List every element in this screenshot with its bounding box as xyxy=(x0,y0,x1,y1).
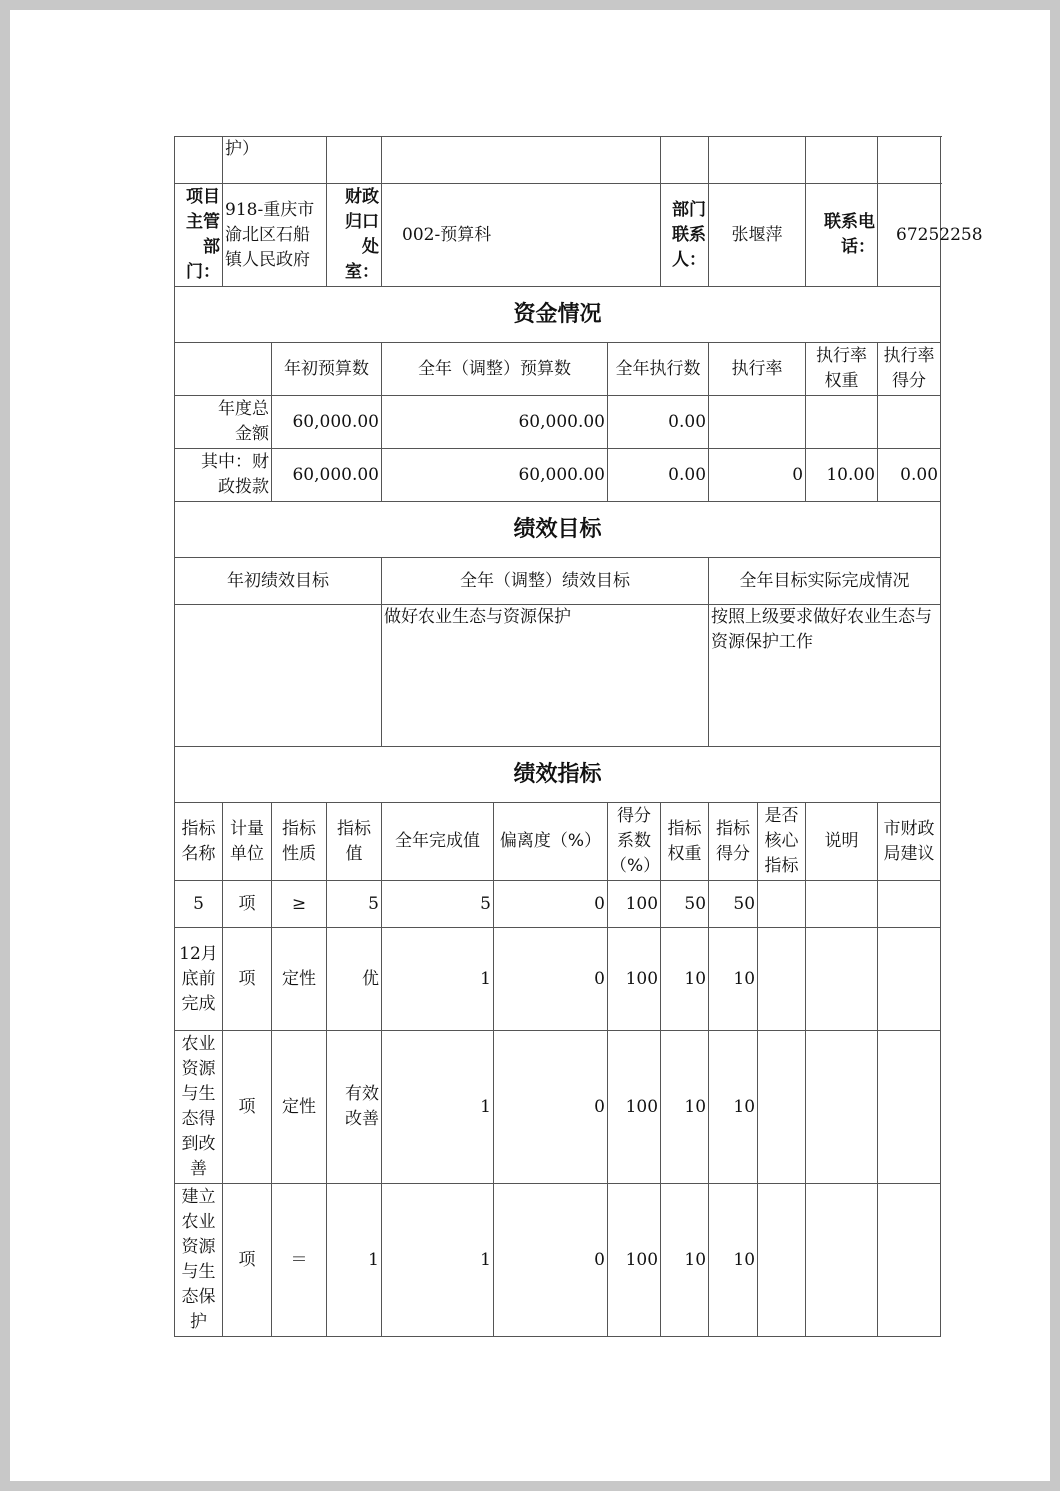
ind-header-note: 说明 xyxy=(806,803,878,881)
ind-nature: ≥ xyxy=(272,881,327,928)
ind-header-advice: 市财政局建议 xyxy=(878,803,941,881)
ind-nature: 定性 xyxy=(272,1031,327,1184)
continued-row xyxy=(175,137,941,184)
ind-value: 优 xyxy=(327,928,382,1031)
ind-note xyxy=(806,928,878,1031)
funds-section-title: 资金情况 xyxy=(175,287,941,343)
ind-core xyxy=(758,881,806,928)
contact-value: 张堰萍 xyxy=(709,184,806,287)
ind-header-nature: 指标性质 xyxy=(272,803,327,881)
funds-header-score: 执行率得分 xyxy=(878,343,941,396)
funds-row-rate xyxy=(709,396,806,449)
ind-header-coef: 得分系数（%） xyxy=(608,803,661,881)
ind-header-deviation: 偏离度（%） xyxy=(494,803,608,881)
ind-actual: 1 xyxy=(382,1031,494,1184)
ind-weight: 10 xyxy=(661,928,709,1031)
ind-note xyxy=(806,1031,878,1184)
funds-row-initial: 60,000.00 xyxy=(272,396,382,449)
ind-note xyxy=(806,1184,878,1337)
ind-deviation: 0 xyxy=(494,881,608,928)
ind-advice xyxy=(878,1031,941,1184)
indicator-row xyxy=(175,928,941,1031)
ind-advice xyxy=(878,928,941,1031)
funds-row xyxy=(175,396,941,449)
ind-unit: 项 xyxy=(223,881,272,928)
ind-header-core: 是否核心指标 xyxy=(758,803,806,881)
ind-value: 1 xyxy=(327,1184,382,1337)
ind-deviation: 0 xyxy=(494,1184,608,1337)
funds-row-score xyxy=(878,396,941,449)
ind-actual: 1 xyxy=(382,928,494,1031)
funds-row-label: 年度总金额 xyxy=(175,396,272,449)
indicator-row xyxy=(175,881,941,928)
ind-header-actual: 全年完成值 xyxy=(382,803,494,881)
goals-content-row xyxy=(175,605,941,747)
ind-weight: 10 xyxy=(661,1184,709,1337)
goals-adjusted: 做好农业生态与资源保护 xyxy=(382,605,709,747)
funds-header-row xyxy=(175,343,941,396)
ind-core xyxy=(758,1031,806,1184)
ind-header-name: 指标名称 xyxy=(175,803,223,881)
ind-coef: 100 xyxy=(608,928,661,1031)
funds-row-executed: 0.00 xyxy=(608,396,709,449)
funds-header-rate: 执行率 xyxy=(709,343,806,396)
ind-name: 建立农业资源与生态保护 xyxy=(175,1184,223,1337)
dept-value: 918-重庆市渝北区石船镇人民政府 xyxy=(223,184,327,287)
dept-label: 项目主管部门： xyxy=(175,184,223,287)
funds-row-adjusted: 60,000.00 xyxy=(382,449,608,502)
ind-value: 5 xyxy=(327,881,382,928)
ind-actual: 5 xyxy=(382,881,494,928)
ind-nature: ＝ xyxy=(272,1184,327,1337)
ind-name: 5 xyxy=(175,881,223,928)
ind-name: 12月底前完成 xyxy=(175,928,223,1031)
performance-table xyxy=(174,136,983,1337)
finance-label: 财政归口处室： xyxy=(327,184,382,287)
funds-row-rate: 0 xyxy=(709,449,806,502)
goals-header-initial: 年初绩效目标 xyxy=(175,558,382,605)
ind-name: 农业资源与生态得到改善 xyxy=(175,1031,223,1184)
funds-header-executed: 全年执行数 xyxy=(608,343,709,396)
funds-row-executed: 0.00 xyxy=(608,449,709,502)
phone-label: 联系电话： xyxy=(806,184,878,287)
funds-row-score: 0.00 xyxy=(878,449,941,502)
goals-header-row xyxy=(175,558,941,605)
funds-row-adjusted: 60,000.00 xyxy=(382,396,608,449)
contact-label: 部门联系人： xyxy=(661,184,709,287)
ind-header-score: 指标得分 xyxy=(709,803,758,881)
ind-weight: 10 xyxy=(661,1031,709,1184)
ind-coef: 100 xyxy=(608,1184,661,1337)
ind-unit: 项 xyxy=(223,928,272,1031)
funds-row-initial: 60,000.00 xyxy=(272,449,382,502)
indicators-header-row xyxy=(175,803,941,881)
ind-core xyxy=(758,1184,806,1337)
funds-row-weight: 10.00 xyxy=(806,449,878,502)
indicator-row xyxy=(175,1031,941,1184)
ind-weight: 50 xyxy=(661,881,709,928)
continued-text: 护） xyxy=(223,137,327,184)
funds-row xyxy=(175,449,941,502)
funds-header-weight: 执行率权重 xyxy=(806,343,878,396)
ind-actual: 1 xyxy=(382,1184,494,1337)
funds-row-label: 其中：财政拨款 xyxy=(175,449,272,502)
goals-header-adjusted: 全年（调整）绩效目标 xyxy=(382,558,709,605)
ind-value: 有效改善 xyxy=(327,1031,382,1184)
ind-score: 10 xyxy=(709,928,758,1031)
ind-header-value: 指标值 xyxy=(327,803,382,881)
phone-value: 67252258 xyxy=(878,184,941,287)
ind-advice xyxy=(878,881,941,928)
ind-score: 10 xyxy=(709,1184,758,1337)
ind-header-weight: 指标权重 xyxy=(661,803,709,881)
ind-deviation: 0 xyxy=(494,1031,608,1184)
indicator-row xyxy=(175,1184,941,1337)
ind-coef: 100 xyxy=(608,1031,661,1184)
goals-section-title: 绩效目标 xyxy=(175,502,941,558)
ind-core xyxy=(758,928,806,1031)
funds-header-adjusted: 全年（调整）预算数 xyxy=(382,343,608,396)
ind-header-unit: 计量单位 xyxy=(223,803,272,881)
ind-advice xyxy=(878,1184,941,1337)
ind-score: 10 xyxy=(709,1031,758,1184)
document-page xyxy=(10,10,1050,1481)
ind-deviation: 0 xyxy=(494,928,608,1031)
ind-unit: 项 xyxy=(223,1031,272,1184)
funds-header-initial: 年初预算数 xyxy=(272,343,382,396)
funds-row-weight xyxy=(806,396,878,449)
goals-actual: 按照上级要求做好农业生态与资源保护工作 xyxy=(709,605,941,747)
ind-nature: 定性 xyxy=(272,928,327,1031)
ind-score: 50 xyxy=(709,881,758,928)
goals-initial xyxy=(175,605,382,747)
goals-header-actual: 全年目标实际完成情况 xyxy=(709,558,941,605)
info-row xyxy=(175,184,941,287)
indicators-section-title: 绩效指标 xyxy=(175,747,941,803)
finance-value: 002-预算科 xyxy=(382,184,661,287)
ind-note xyxy=(806,881,878,928)
ind-coef: 100 xyxy=(608,881,661,928)
ind-unit: 项 xyxy=(223,1184,272,1337)
